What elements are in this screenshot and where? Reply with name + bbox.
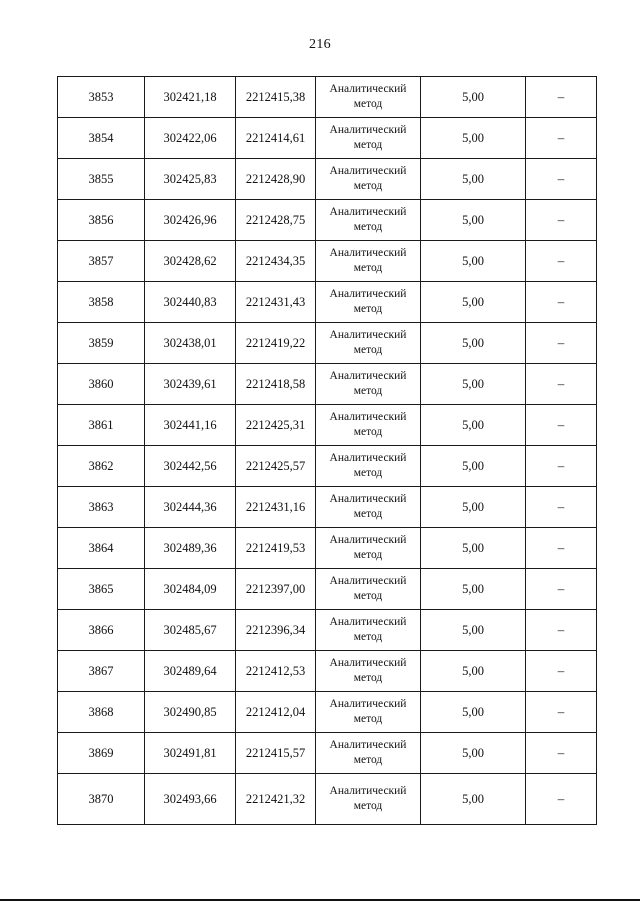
cell-accuracy: 5,00 (421, 159, 526, 200)
cell-note: – (526, 774, 597, 825)
cell-note: – (526, 528, 597, 569)
bottom-rule (0, 899, 640, 901)
table-row (58, 77, 597, 118)
cell-accuracy: 5,00 (421, 610, 526, 651)
cell-y: 2212396,34 (236, 610, 316, 651)
table-row (58, 528, 597, 569)
cell-x: 302421,18 (145, 77, 236, 118)
cell-note: – (526, 651, 597, 692)
cell-method (316, 487, 421, 528)
cell-accuracy: 5,00 (421, 774, 526, 825)
cell-x: 302484,09 (145, 569, 236, 610)
method-text: метод (353, 344, 383, 356)
cell-accuracy: 5,00 (421, 651, 526, 692)
table-row (58, 774, 597, 825)
table-row (58, 569, 597, 610)
cell-note: – (526, 405, 597, 446)
cell-y: 2212431,43 (236, 282, 316, 323)
cell-id: 3855 (58, 159, 145, 200)
cell-y: 2212418,58 (236, 364, 316, 405)
cell-note: – (526, 364, 597, 405)
method-text: метод (353, 631, 383, 643)
method-text: метод (353, 98, 383, 110)
method-text: метод (353, 467, 383, 479)
cell-method (316, 200, 421, 241)
cell-id: 3868 (58, 692, 145, 733)
table-row (58, 733, 597, 774)
method-text: метод (353, 221, 383, 233)
cell-id: 3870 (58, 774, 145, 825)
cell-note: – (526, 733, 597, 774)
cell-id: 3859 (58, 323, 145, 364)
cell-x: 302439,61 (145, 364, 236, 405)
cell-note: – (526, 323, 597, 364)
table-row (58, 118, 597, 159)
method-text: метод (353, 139, 383, 151)
cell-x: 302426,96 (145, 200, 236, 241)
table-row (58, 323, 597, 364)
cell-id: 3866 (58, 610, 145, 651)
cell-y: 2212425,31 (236, 405, 316, 446)
cell-id: 3853 (58, 77, 145, 118)
table-row (58, 159, 597, 200)
cell-id: 3858 (58, 282, 145, 323)
cell-accuracy: 5,00 (421, 733, 526, 774)
cell-accuracy: 5,00 (421, 528, 526, 569)
method-text: Аналитический (329, 452, 407, 464)
cell-id: 3860 (58, 364, 145, 405)
cell-x: 302425,83 (145, 159, 236, 200)
cell-accuracy: 5,00 (421, 118, 526, 159)
cell-id: 3854 (58, 118, 145, 159)
cell-id: 3867 (58, 651, 145, 692)
cell-method (316, 692, 421, 733)
cell-note: – (526, 692, 597, 733)
cell-accuracy: 5,00 (421, 200, 526, 241)
page-number: 216 (309, 37, 331, 52)
cell-note: – (526, 241, 597, 282)
cell-x: 302444,36 (145, 487, 236, 528)
cell-method (316, 77, 421, 118)
cell-y: 2212419,53 (236, 528, 316, 569)
cell-id: 3865 (58, 569, 145, 610)
cell-y: 2212431,16 (236, 487, 316, 528)
cell-note: – (526, 487, 597, 528)
cell-note: – (526, 77, 597, 118)
cell-id: 3857 (58, 241, 145, 282)
cell-id: 3869 (58, 733, 145, 774)
cell-x: 302438,01 (145, 323, 236, 364)
cell-y: 2212414,61 (236, 118, 316, 159)
cell-y: 2212412,53 (236, 651, 316, 692)
cell-x: 302422,06 (145, 118, 236, 159)
cell-id: 3863 (58, 487, 145, 528)
cell-method (316, 610, 421, 651)
cell-x: 302490,85 (145, 692, 236, 733)
cell-x: 302489,64 (145, 651, 236, 692)
method-text: Аналитический (329, 124, 407, 136)
cell-note: – (526, 282, 597, 323)
cell-note: – (526, 446, 597, 487)
cell-method (316, 241, 421, 282)
table-row (58, 241, 597, 282)
cell-method (316, 118, 421, 159)
cell-note: – (526, 118, 597, 159)
table-row (58, 282, 597, 323)
cell-y: 2212421,32 (236, 774, 316, 825)
cell-method (316, 159, 421, 200)
method-text: Аналитический (329, 165, 407, 177)
table-row (58, 405, 597, 446)
cell-accuracy: 5,00 (421, 569, 526, 610)
cell-x: 302441,16 (145, 405, 236, 446)
method-text: Аналитический (329, 329, 407, 341)
table-row (58, 692, 597, 733)
method-text: метод (353, 180, 383, 192)
method-text: метод (353, 713, 383, 725)
cell-id: 3864 (58, 528, 145, 569)
cell-accuracy: 5,00 (421, 77, 526, 118)
method-text: метод (353, 672, 383, 684)
table-row (58, 487, 597, 528)
cell-method (316, 446, 421, 487)
cell-y: 2212428,90 (236, 159, 316, 200)
cell-accuracy: 5,00 (421, 487, 526, 528)
coordinates-table-body (58, 77, 597, 825)
cell-accuracy: 5,00 (421, 282, 526, 323)
cell-method (316, 405, 421, 446)
cell-y: 2212434,35 (236, 241, 316, 282)
cell-accuracy: 5,00 (421, 692, 526, 733)
method-text: Аналитический (329, 657, 407, 669)
method-text: метод (353, 385, 383, 397)
method-text: Аналитический (329, 616, 407, 628)
cell-method (316, 282, 421, 323)
table-row (58, 200, 597, 241)
table-row (58, 651, 597, 692)
method-text: Аналитический (329, 83, 407, 95)
coordinates-table (57, 76, 597, 825)
method-text: метод (353, 303, 383, 315)
cell-note: – (526, 159, 597, 200)
cell-method (316, 364, 421, 405)
cell-method (316, 569, 421, 610)
method-text: метод (353, 508, 383, 520)
cell-x: 302489,36 (145, 528, 236, 569)
cell-accuracy: 5,00 (421, 405, 526, 446)
method-text: Аналитический (329, 493, 407, 505)
method-text: метод (353, 549, 383, 561)
cell-y: 2212428,75 (236, 200, 316, 241)
method-text: Аналитический (329, 370, 407, 382)
method-text: метод (353, 590, 383, 602)
cell-x: 302493,66 (145, 774, 236, 825)
cell-y: 2212415,57 (236, 733, 316, 774)
method-text: Аналитический (329, 575, 407, 587)
cell-id: 3861 (58, 405, 145, 446)
cell-x: 302428,62 (145, 241, 236, 282)
cell-accuracy: 5,00 (421, 241, 526, 282)
cell-y: 2212419,22 (236, 323, 316, 364)
cell-method (316, 733, 421, 774)
method-text: Аналитический (329, 411, 407, 423)
cell-id: 3856 (58, 200, 145, 241)
cell-x: 302440,83 (145, 282, 236, 323)
method-text: Аналитический (329, 534, 407, 546)
method-text: Аналитический (329, 785, 407, 797)
method-text: Аналитический (329, 739, 407, 751)
cell-y: 2212425,57 (236, 446, 316, 487)
cell-accuracy: 5,00 (421, 323, 526, 364)
table-row (58, 446, 597, 487)
cell-method (316, 323, 421, 364)
cell-accuracy: 5,00 (421, 446, 526, 487)
cell-note: – (526, 200, 597, 241)
cell-accuracy: 5,00 (421, 364, 526, 405)
table-row (58, 610, 597, 651)
cell-note: – (526, 569, 597, 610)
cell-y: 2212412,04 (236, 692, 316, 733)
method-text: метод (353, 800, 383, 812)
table-row (58, 364, 597, 405)
method-text: метод (353, 754, 383, 766)
cell-x: 302485,67 (145, 610, 236, 651)
cell-y: 2212415,38 (236, 77, 316, 118)
cell-note: – (526, 610, 597, 651)
cell-method (316, 528, 421, 569)
method-text: Аналитический (329, 698, 407, 710)
method-text: Аналитический (329, 288, 407, 300)
cell-method (316, 651, 421, 692)
method-text: метод (353, 426, 383, 438)
method-text: метод (353, 262, 383, 274)
cell-method (316, 774, 421, 825)
method-text: Аналитический (329, 206, 407, 218)
cell-y: 2212397,00 (236, 569, 316, 610)
method-text: Аналитический (329, 247, 407, 259)
cell-x: 302442,56 (145, 446, 236, 487)
cell-id: 3862 (58, 446, 145, 487)
cell-x: 302491,81 (145, 733, 236, 774)
